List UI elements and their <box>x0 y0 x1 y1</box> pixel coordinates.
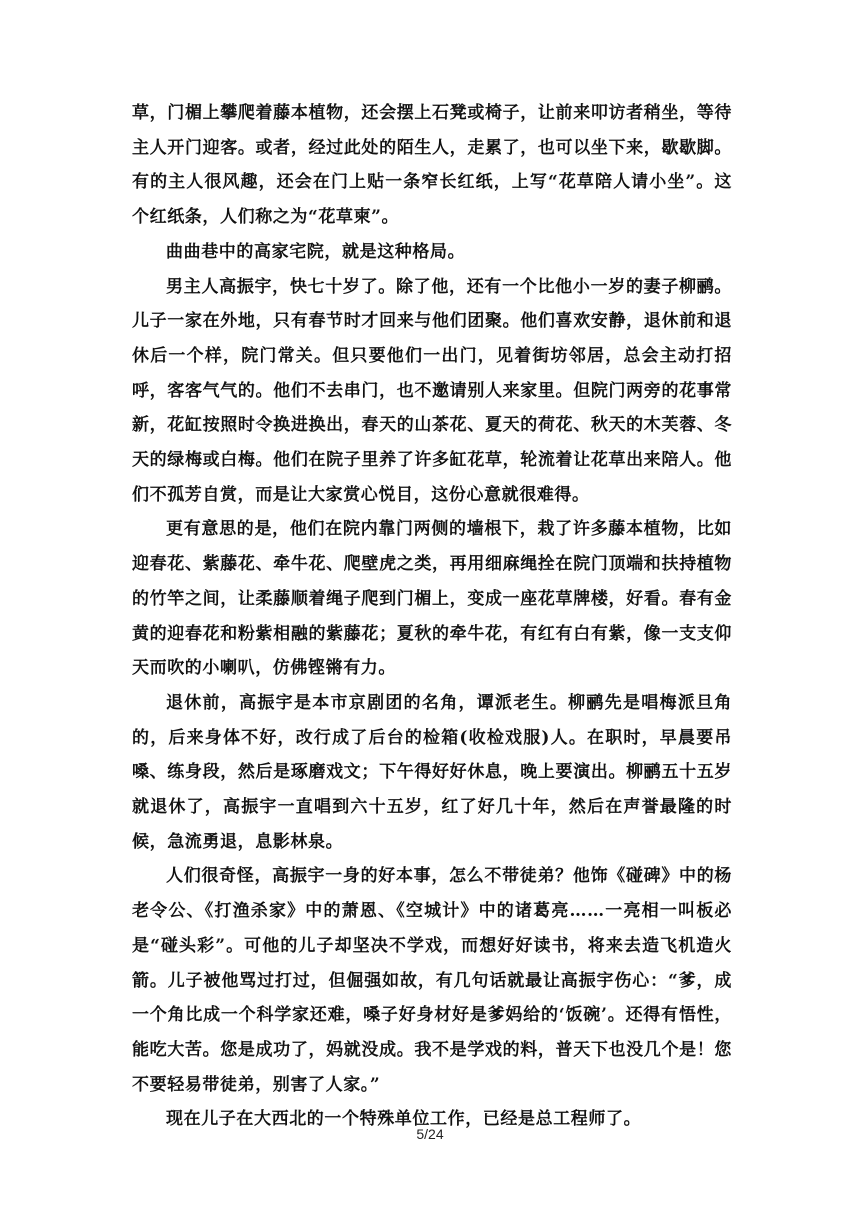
paragraph-6: 人们很奇怪，高振宇一身的好本事，怎么不带徒弟？他饰《碰碑》中的杨老令公、《打渔杀家》中的萧恩、《空城计》中的诸葛亮……一亮相一叫板必是“碰头彩”。可他的儿子却坚决不学戏，而想好好读书，将来去造飞机造火箭。儿子被他骂过打过，但倔强如故，有几句话就最让高振宇伤心：“爹，成一个角比成一个科学家还难，嗓子好身材好是爹妈给的‘饭碗’。还得有悟性，能吃大苦。您是成功了，妈就没成。我不是学戏的料，普天下也没几个是！您不要轻易带徒弟，别害了人家。” <box>132 866 732 1095</box>
paragraph-4: 更有意思的是，他们在院内靠门两侧的墙根下，栽了许多藤本植物，比如迎春花、紫藤花、牵牛花、爬壁虎之类，再用细麻绳拴在院门顶端和扶持植物的竹竿之间，让柔藤顺着绳子爬到门楣上，变成一座花草牌楼，好看。春有金黄的迎春花和粉紫相融的紫藤花；夏秋的牵牛花，有红有白有紫，像一支支仰天而吹的小喇叭，仿佛铿锵有力。 <box>132 519 732 679</box>
paragraph-7: 现在儿子在大西北的一个特殊单位工作，已经是总工程师了。 <box>166 1109 642 1130</box>
paragraph-3: 男主人高振宇，快七十岁了。除了他，还有一个比他小一岁的妻子柳鹂。儿子一家在外地，只有春节时才回来与他们团聚。他们喜欢安静，退休前和退休后一个样，院门常关。但只要他们一出门，见着街坊邻居，总会主动打招呼，客客气气的。他们不去串门，也不邀请别人来家里。但院门两旁的花事常新，花缸按照时令换进换出，春天的山茶花、夏天的荷花、秋天的木芙蓉、冬天的绿梅或白梅。他们在院子里养了许多缸花草，轮流着让花草出来陪人。他们不孤芳自赏，而是让大家赏心悦目，这份心意就很难得。 <box>132 276 732 505</box>
page-number: 5/24 <box>416 1126 444 1142</box>
body-text <box>132 96 732 1137</box>
paragraph-5: 退休前，高振宇是本市京剧团的名角，谭派老生。柳鹂先是唱梅派旦角的，后来身体不好，改行成了后台的检箱(收检戏服)人。在职时，早晨要吊嗓、练身段，然后是琢磨戏文；下午得好好休息，晚上要演出。柳鹂五十五岁就退休了，高振宇一直唱到六十五岁，红了好几十年，然后在声誉最隆的时候，急流勇退，息影林泉。 <box>132 692 732 852</box>
paragraph-2: 曲曲巷中的高家宅院，就是这种格局。 <box>166 241 466 262</box>
paragraph-1: 草，门楣上攀爬着藤本植物，还会摆上石凳或椅子，让前来叩访者稍坐，等待主人开门迎客。或者，经过此处的陌生人，走累了，也可以坐下来，歇歇脚。有的主人很风趣，还会在门上贴一条窄长红纸，上写“花草陪人请小坐”。这个红纸条，人们称之为“花草柬”。 <box>132 103 732 228</box>
